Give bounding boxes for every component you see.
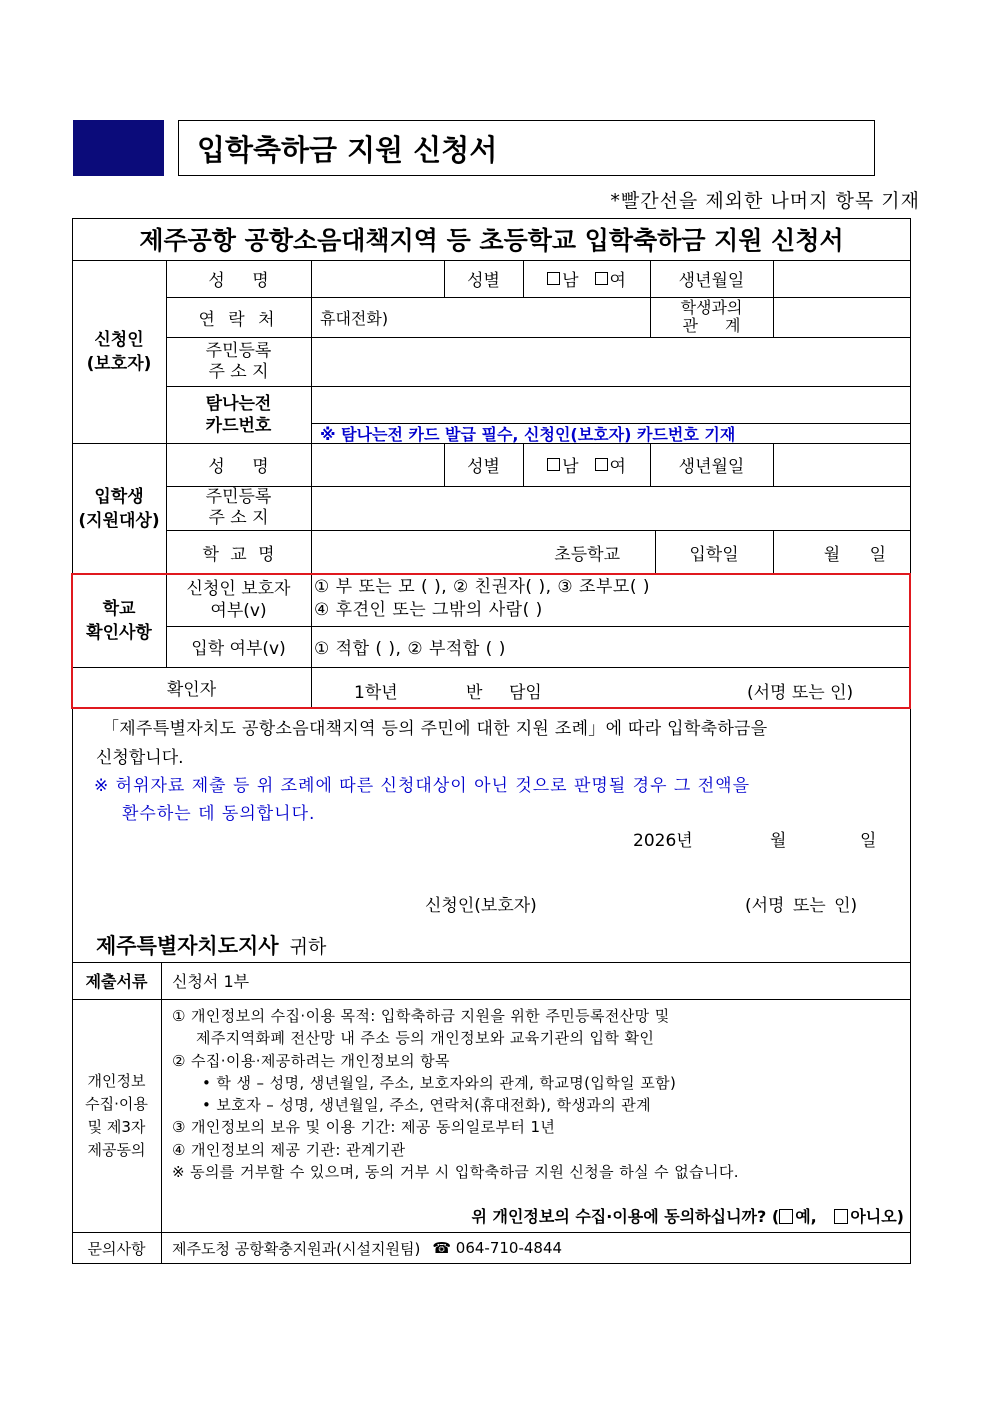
school-name-field[interactable]: 초등학교: [554, 544, 620, 565]
male-checkbox[interactable]: [547, 272, 560, 285]
confirmer-class: 반: [466, 683, 483, 703]
statement-line-2: 신청합니다.: [96, 748, 184, 768]
applicant-contact-field[interactable]: 휴대전화): [320, 308, 389, 328]
confirmer-grade: 1학년: [354, 683, 398, 703]
applicant-relation-field[interactable]: [774, 298, 910, 336]
school-name-label: 학 교 명: [202, 544, 275, 565]
student-name-field[interactable]: [312, 444, 443, 485]
applicant-address-label: 주민등록 주 소 지: [205, 340, 272, 382]
page-title: 입학축하금 지원 신청서: [197, 132, 498, 167]
entry-date-field[interactable]: 월 일: [823, 544, 886, 565]
student-address-label: 주민등록 주 소 지: [205, 487, 272, 528]
student-gender-label: 성별: [467, 457, 500, 477]
school-check-group-label: 학교 확인사항: [86, 598, 152, 643]
header-title-box: [178, 120, 875, 176]
privacy-label: 개인정보 수집·이용 및 제3자 제공동의: [85, 1071, 148, 1159]
applicant-contact-label: 연 락 처: [198, 309, 279, 330]
applicant-gender-options: 남 여: [523, 260, 650, 297]
phone-icon: ☎ 064-710-4844: [432, 1239, 563, 1257]
confirmer-teacher: 담임: [509, 683, 542, 703]
contact-value: 제주도청 공항확충지원과(시설지원팀) ☎ 064-710-4844: [172, 1239, 563, 1258]
header-note: *빨간선을 제외한 나머지 항목 기재: [610, 190, 920, 212]
contact-label: 문의사항: [87, 1239, 146, 1258]
guardian-check-options[interactable]: ① 부 또는 모 ( ), ② 친권자( ), ③ 조부모( ) ④ 후견인 또는 그밖의 사람( ): [314, 577, 650, 620]
female-checkbox[interactable]: [595, 272, 608, 285]
applicant-birth-label: 생년월일: [678, 271, 745, 291]
consent-yes-checkbox[interactable]: [779, 1209, 793, 1224]
applicant-gender-label: 성별: [467, 271, 500, 291]
documents-label: 제출서류: [85, 972, 148, 991]
applicant-relation-label: 학생과의 관 계: [680, 298, 743, 335]
applicant-address-field[interactable]: [312, 338, 910, 385]
warning-line-1: ※ 허위자료 제출 등 위 조례에 따른 신청대상이 아닌 것으로 판명될 경우 그 전액을: [94, 776, 750, 796]
form-title: 제주공항 공항소음대책지역 등 초등학교 입학축하금 지원 신청서: [139, 226, 844, 255]
confirmer-label: 확인자: [166, 680, 217, 700]
privacy-content: ① 개인정보의 수집·이용 목적: 입학축하금 지원을 위한 주민등록전산망 및 제주지역화폐 전산망 내 주소 등의 개인정보와 교육기관의 입학 확인 ② 수집·이용·제공하려는 개인정보의 항목 • 학 생 – 성명, 생년월일, 주소, 보호자와의 관계, 학교명(입학일 포함) • 보호자 – 성명, 생년월일, 주소, 연락처(휴대전화), 학생과의 관계 ③ 개인정보의 보유 및 이용 기간: 제공 동의일로부터 1년 ④ 개인정보의 제공 기관: 관계기관 ※ 동의를 거부할 수 있으며, 동의 거부 시 입학축하금 지원 신청을 하실 수 없습니다.: [172, 1007, 739, 1182]
student-birth-label: 생년월일: [678, 457, 745, 477]
recipient: 제주특별자치도지사 귀하: [96, 934, 327, 958]
student-gender-options: 남 여: [523, 443, 650, 486]
applicant-name-field[interactable]: [312, 261, 443, 296]
date-month: 월: [770, 831, 787, 851]
entry-date-label: 입학일: [689, 544, 739, 565]
warning-line-2: 환수하는 데 동의합니다.: [122, 804, 316, 824]
confirmer-sign: (서명 또는 인): [747, 683, 854, 703]
statement-line-1: 「제주특별자치도 공항소음대책지역 등의 주민에 대한 지원 조례」에 따라 입학축하금을: [102, 719, 768, 739]
consent-no-checkbox[interactable]: [834, 1209, 848, 1224]
applicant-birth-field[interactable]: [774, 261, 910, 296]
male-checkbox[interactable]: [547, 458, 560, 471]
date-year: 2026년: [633, 831, 693, 851]
documents-value: 신청서 1부: [172, 972, 250, 991]
card-number-label: 탐나는전 카드번호: [205, 393, 272, 436]
student-birth-field[interactable]: [774, 444, 910, 485]
entry-check-options[interactable]: ① 적합 ( ), ② 부적합 ( ): [314, 639, 506, 659]
applicant-group-label: 신청인 (보호자): [86, 329, 152, 374]
female-checkbox[interactable]: [595, 458, 608, 471]
header-color-block: [73, 120, 164, 176]
student-group-label: 입학생 (지원대상): [78, 486, 160, 531]
date-day: 일: [860, 831, 877, 851]
student-address-field[interactable]: [312, 487, 910, 529]
school-check-red-frame: [71, 573, 911, 709]
guardian-check-label: 신청인 보호자 여부(v): [186, 579, 291, 621]
card-number-field[interactable]: [312, 387, 910, 422]
entry-check-label: 입학 여부(v): [191, 639, 286, 659]
statement-applicant: 신청인(보호자): [425, 896, 537, 916]
applicant-name-label: 성 명: [208, 271, 269, 291]
consent-question: 위 개인정보의 수집·이용에 동의하십니까? ( 예, 아니오): [471, 1207, 904, 1226]
statement-sign: (서명 또는 인): [745, 896, 858, 916]
card-number-note: ※ 탐나는전 카드 발급 필수, 신청인(보호자) 카드번호 기재: [320, 424, 736, 444]
student-name-label: 성 명: [208, 457, 269, 477]
